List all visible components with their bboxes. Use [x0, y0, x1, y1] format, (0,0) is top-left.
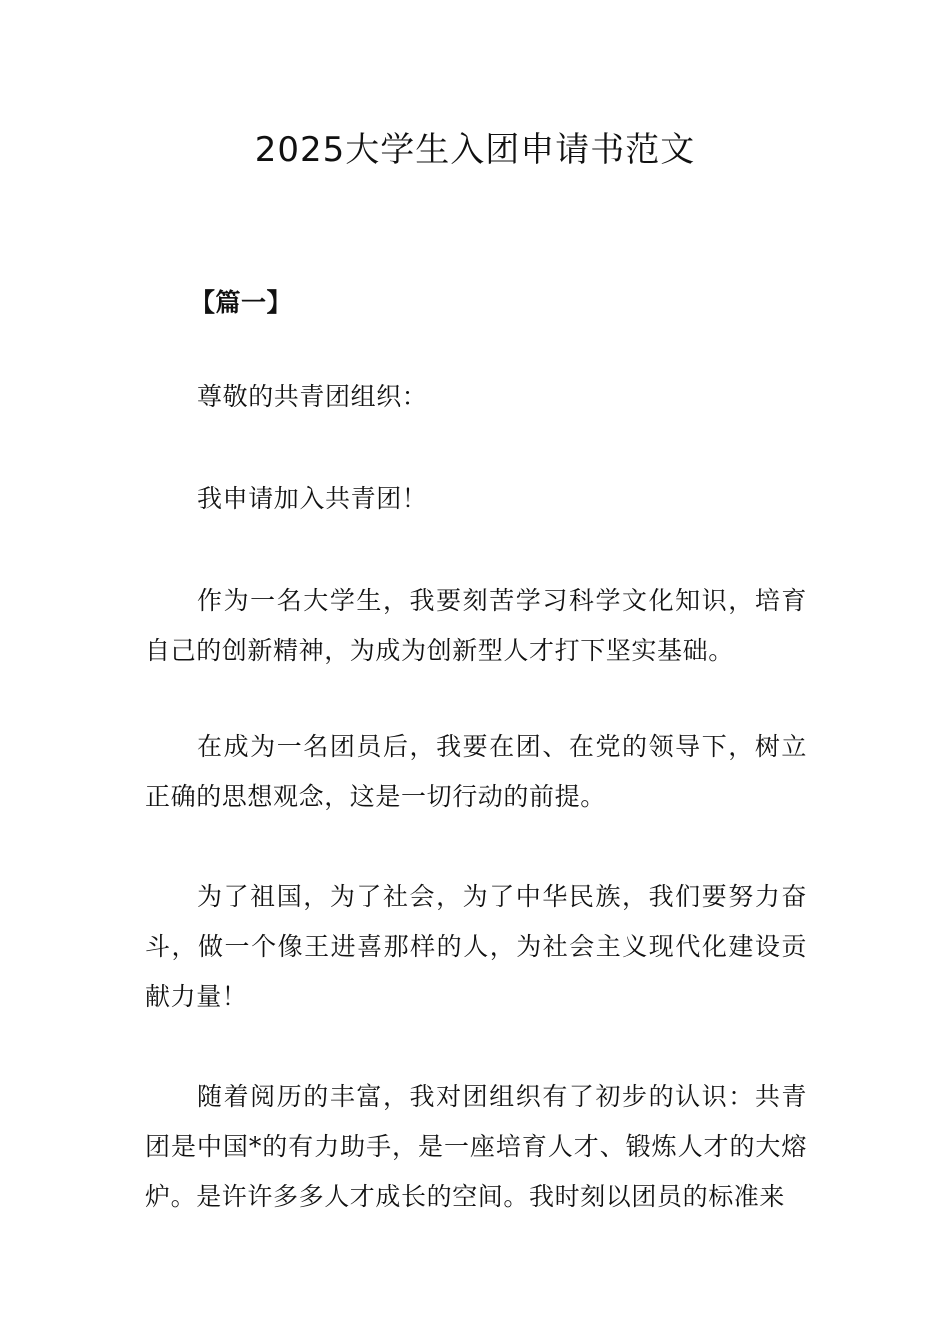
body-paragraph-2: 作为一名大学生，我要刻苦学习科学文化知识，培育自己的创新精神，为成为创新型人才打下坚实基础。: [145, 586, 807, 665]
body-paragraph-5: 随着阅历的丰富，我对团组织有了初步的认识：共青团是中国*的有力助手，是一座培育人才、锻炼人才的大熔炉。是许许多多人才成长的空间。我时刻以团员的标准来: [145, 1082, 807, 1211]
salutation-paragraph: 尊敬的共青团组织：: [197, 382, 428, 411]
body-paragraph-1: 我申请加入共青团！: [197, 484, 428, 513]
body-paragraph-3: 在成为一名团员后，我要在团、在党的领导下，树立正确的思想观念，这是一切行动的前提。: [145, 732, 807, 811]
section-label: 【篇一】: [190, 288, 293, 317]
document-title: 2025大学生入团申请书范文: [254, 130, 696, 170]
body-paragraph-4: 为了祖国，为了社会，为了中华民族，我们要努力奋斗，做一个像王进喜那样的人，为社会主义现代化建设贡献力量！: [145, 882, 807, 1011]
